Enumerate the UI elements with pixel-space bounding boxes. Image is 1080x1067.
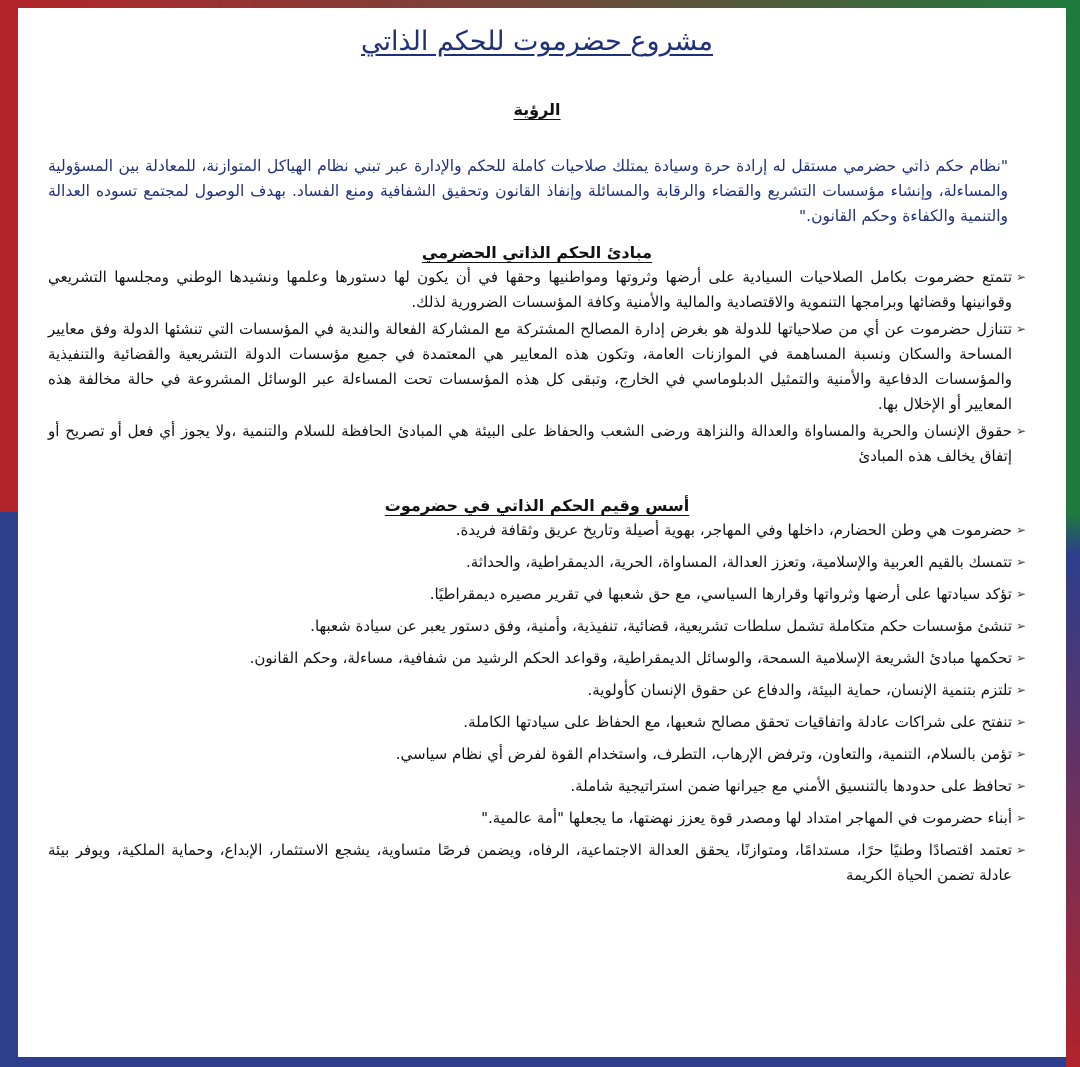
document-page	[18, 8, 1066, 1057]
list-item: ➢ تتمتع حضرموت بكامل الصلاحيات السيادية على أرضها وثروتها ومواطنيها وحقها في أن يكون لها دستورها وعلمها ونشيدها الوطني ومجلسها التشريعي وقوانينها وقضائها وبرامجها التنموية والاقتصادية والمالية والأمنية وكافة المؤسسات الضرورية لذلك.	[48, 265, 1026, 315]
foundations-list	[48, 518, 1026, 888]
arrow-bullet-icon: ➢	[1015, 747, 1026, 761]
principles-list	[48, 265, 1026, 469]
arrow-bullet-icon: ➢	[1015, 683, 1026, 697]
arrow-bullet-icon: ➢	[1015, 651, 1026, 665]
list-item: ➢ حضرموت هي وطن الحضارم، داخلها وفي المهاجر، بهوية أصيلة وتاريخ عريق وثقافة فريدة.	[48, 518, 1026, 543]
list-item: ➢ تتمسك بالقيم العربية والإسلامية، وتعزز العدالة، المساواة، الحرية، الديمقراطية، والحداثة.	[48, 550, 1026, 575]
list-item: ➢ أبناء حضرموت في المهاجر امتداد لها ومصدر قوة يعزز نهضتها، ما يجعلها "أمة عالمية."	[48, 806, 1026, 831]
arrow-bullet-icon: ➢	[1015, 587, 1026, 601]
list-item: ➢ تنفتح على شراكات عادلة واتفاقيات تحقق مصالح شعبها، مع الحفاظ على سيادتها الكاملة.	[48, 710, 1026, 735]
list-item: ➢ حقوق الإنسان والحرية والمساواة والعدالة والنزاهة ورضى الشعب والحفاظ على البيئة هي المبادئ الحافظة للسلام والتنمية ،ولا يجوز أي فعل أو تصريح أو إتفاق يخالف هذه المبادئ	[48, 419, 1026, 469]
arrow-bullet-icon: ➢	[1015, 424, 1026, 438]
right-color-band	[1066, 0, 1080, 1067]
list-item: ➢ تنشئ مؤسسات حكم متكاملة تشمل سلطات تشريعية، قضائية، تنفيذية، وأمنية، وفق دستور يعبر عن سيادة شعبها.	[48, 614, 1026, 639]
arrow-bullet-icon: ➢	[1015, 270, 1026, 284]
list-item: ➢ تؤمن بالسلام، التنمية، والتعاون، وترفض الإرهاب، التطرف، واستخدام القوة لفرض أي نظام سياسي.	[48, 742, 1026, 767]
document-title: مشروع حضرموت للحكم الذاتي	[360, 26, 714, 57]
arrow-bullet-icon: ➢	[1015, 843, 1026, 857]
list-item: ➢ تتنازل حضرموت عن أي من صلاحياتها للدولة هو بغرض إدارة المصالح المشتركة مع المشاركة الفعالة والندية في المؤسسات التي تنشئها الدولة وفق معايير المساحة والسكان ونسبة المساهمة في الموازنات العامة، وتكون هذه المعايير هي المعتمدة في جميع مؤسسات الدولة التشريعية والقضائية والتنفيذية والمؤسسات الدفاعية والأمنية والتمثيل الدبلوماسي في الخارج، وتبقى كل هذه المؤسسات تحت المساءلة عبر الوسائل المشروعة في حالة مخالفة هذه المعايير أو الإخلال بها.	[48, 317, 1026, 417]
arrow-bullet-icon: ➢	[1015, 811, 1026, 825]
list-item: ➢ تؤكد سيادتها على أرضها وثرواتها وقرارها السياسي، مع حق شعبها في تقرير مصيره ديمقراطيًا.	[48, 582, 1026, 607]
foundations-heading: أسس وقيم الحكم الذاتي في حضرموت	[384, 496, 690, 515]
principles-heading: مبادئ الحكم الذاتي الحضرمي	[421, 243, 653, 262]
vision-heading: الرؤية	[513, 100, 561, 119]
left-color-band	[0, 0, 18, 1067]
arrow-bullet-icon: ➢	[1015, 715, 1026, 729]
list-item: ➢ تلتزم بتنمية الإنسان، حماية البيئة، والدفاع عن حقوق الإنسان كأولوية.	[48, 678, 1026, 703]
top-color-band	[0, 0, 1080, 8]
arrow-bullet-icon: ➢	[1015, 779, 1026, 793]
vision-text: "نظام حكم ذاتي حضرمي مستقل له إرادة حرة وسيادة يمتلك صلاحيات كاملة للحكم والإدارة عبر تبني نظام الهياكل المتوازنة، للمعادلة بين المسؤولية والمساءلة، وإنشاء مؤسسات التشريع والقضاء والرقابة والمسائلة وإنفاذ القانون وتحقيق الشفافية ومنع الفساد. بهدف الوصول لمجتمع تسوده العدالة والتنمية والكفاءة وحكم القانون."	[48, 157, 1008, 225]
list-item: ➢ تعتمد اقتصادًا وطنيًا حرًا، مستدامًا، ومتوازنًا، يحقق العدالة الاجتماعية، الرفاه، ويضمن فرصًا متساوية، يشجع الاستثمار، الإبداع، وحماية الملكية، ويوفر بيئة عادلة تضمن الحياة الكريمة	[48, 838, 1026, 888]
arrow-bullet-icon: ➢	[1015, 322, 1026, 336]
arrow-bullet-icon: ➢	[1015, 555, 1026, 569]
list-item: ➢ تحافظ على حدودها بالتنسيق الأمني مع جيرانها ضمن استراتيجية شاملة.	[48, 774, 1026, 799]
arrow-bullet-icon: ➢	[1015, 523, 1026, 537]
arrow-bullet-icon: ➢	[1015, 619, 1026, 633]
list-item: ➢ تحكمها مبادئ الشريعة الإسلامية السمحة، والوسائل الديمقراطية، وقواعد الحكم الرشيد من شفافية، مساءلة، وحكم القانون.	[48, 646, 1026, 671]
